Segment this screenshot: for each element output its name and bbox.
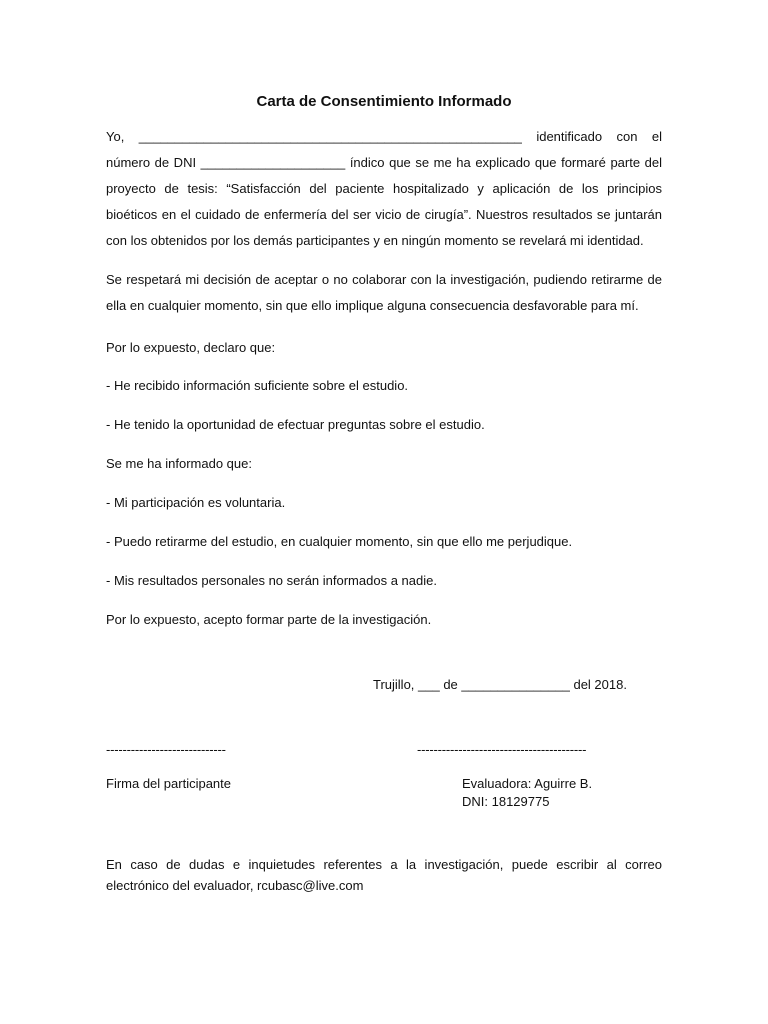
intro-paragraph: Yo, _____________________________________________________ identificado con el número de DNI ____________________ índico que se me ha explicado que formaré parte del proyecto de tesis: “Satisfacción del paciente hospitalizado y aplicación de los principios bioéticos en el cuidado de enfermería del ser vicio de cirugía”. Nuestros resultados se juntarán con los obtenidos por los demás participantes y en ningún momento se revelará mi identidad. [106, 129, 662, 248]
decision-paragraph: Se respetará mi decisión de aceptar o no colaborar con la investigación, pudiendo retirarme de ella en cualquier momento, sin que ello implique alguna consecuencia desfavorable para mí. [106, 272, 662, 313]
evaluator-dni: DNI: 18129775 [462, 794, 550, 809]
informed-item: - Puedo retirarme del estudio, en cualquier momento, sin que ello me perjudique. [106, 534, 573, 549]
participant-signature-line: ----------------------------- [106, 742, 226, 757]
participant-signature-label: Firma del participante [106, 776, 231, 791]
contact-footer: En caso de dudas e inquietudes referentes a la investigación, puede escribir al correo electrónico del evaluador, rcubasc@live.com [106, 857, 662, 893]
page-title: Carta de Consentimiento Informado [256, 93, 512, 110]
informed-intro: Se me ha informado que: [106, 456, 252, 471]
declare-item: - He recibido información suficiente sobre el estudio. [106, 378, 409, 393]
informed-item: - Mi participación es voluntaria. [106, 495, 286, 510]
declare-item: - He tenido la oportunidad de efectuar preguntas sobre el estudio. [106, 417, 485, 432]
date-line: Trujillo, ___ de _______________ del 2018. [373, 677, 627, 692]
evaluator-signature-line: ----------------------------------------- [417, 742, 587, 757]
evaluator-block [462, 775, 592, 811]
informed-item: - Mis resultados personales no serán informados a nadie. [106, 573, 437, 588]
declare-intro: Por lo expuesto, declaro que: [106, 340, 276, 355]
closing-statement: Por lo expuesto, acepto formar parte de la investigación. [106, 612, 432, 627]
evaluator-name: Evaluadora: Aguirre B. [462, 776, 593, 791]
